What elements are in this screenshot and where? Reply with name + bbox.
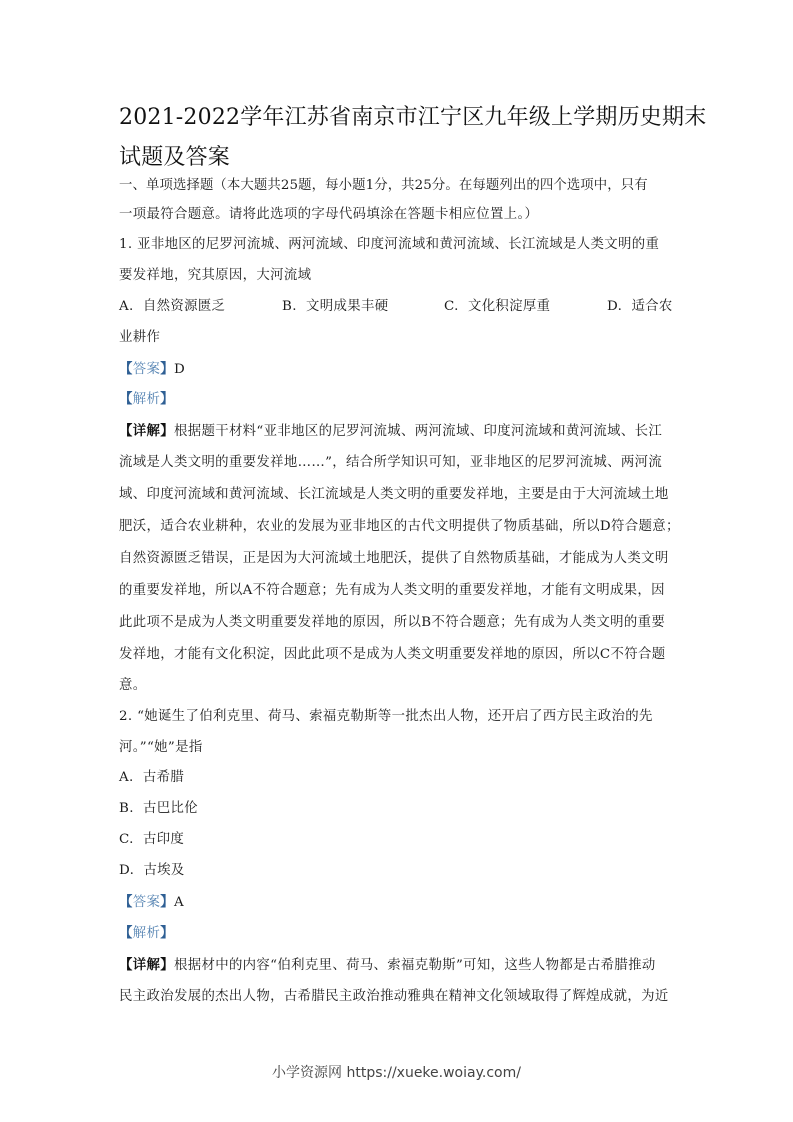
question-1-detail-line-5: 自然资源匮乏错误，正是因为大河流域土地肥沃，提供了自然物质基础，才能成为人类文明 (119, 551, 669, 566)
footer-watermark: 小学资源网 https://xueke.woiay.com/ (272, 1065, 521, 1081)
answer-value: A (173, 895, 185, 910)
question-1-detail-line-1: 【详解】根据题干材料“亚非地区的尼罗河流城、两河流域、印度河流域和黄河流域、长江 (119, 423, 663, 439)
answer-tag: 【答案】 (119, 361, 174, 377)
detail-tag: 【详解】 (119, 957, 174, 973)
question-1-option-a: A. 自然资源匮乏 (119, 299, 226, 314)
question-1-option-c: C. 文化积淀厚重 (444, 299, 551, 314)
question-2-answer (119, 892, 675, 913)
question-1-detail-line-6: 的重要发祥地，所以A不符合题意；先有成为人类文明的重要发祥地，才能有文明成果，因 (119, 583, 665, 598)
question-1-detail-line-2: 流域是人类文明的重要发祥地……”，结合所学知识可知，亚非地区的尼罗河流城、两河流 (119, 455, 663, 470)
question-1-option-d-wrap: 业耕作 (119, 330, 161, 345)
question-1-answer (119, 359, 675, 380)
question-2-option-c: C. 古印度 (119, 832, 185, 847)
analysis-tag: 【解析】 (119, 925, 174, 941)
section-instructions-line-2: 一项最符合题意。请将此选项的字母代码填涂在答题卡相应位置上。） (119, 207, 539, 222)
section-instructions-line-1: 一、单项选择题（本大题共25题，每小题1分，共25分。在每题列出的四个选项中，只有 (119, 178, 648, 193)
question-1-stem-line-2: 要发祥地，究其原因，大河流域 (119, 268, 312, 283)
answer-tag: 【答案】 (119, 894, 174, 910)
question-1-stem-line-1: 1. 亚非地区的尼罗河流城、两河流域、印度河流域和黄河流域、长江流域是人类文明的重 (119, 237, 660, 252)
question-2-stem-line-1: 2. “她诞生了伯利克里、荷马、索福克勒斯等一批杰出人物，还开启了西方民主政治的先 (119, 709, 653, 724)
question-2-option-d: D. 古埃及 (119, 863, 185, 878)
question-1-detail-line-9: 意。 (119, 678, 147, 693)
question-2-option-a: A. 古希腊 (119, 770, 185, 785)
answer-value: D (173, 362, 186, 377)
question-2-detail-line-1: 【详解】根据材中的内容“伯利克里、荷马、索福克勒斯”可知，这些人物都是古希腊推动 (119, 957, 656, 973)
question-1-detail-line-7: 此此项不是成为人类文明重要发祥地的原因，所以B不符合题意；先有成为人类文明的重要 (119, 615, 666, 630)
question-1-detail-line-4: 肥沃，适合农业耕种，农业的发展为亚非地区的古代文明提供了物质基础，所以D符合题意； (119, 519, 680, 534)
question-1-detail-line-3: 域、印度河流域和黄河流域、长江流域是人类文明的重要发祥地，主要是由于大河流域土地 (119, 487, 669, 502)
question-2-detail-line-2: 民主政治发展的杰出人物，古希腊民主政治推动雅典在精神文化领域取得了辉煌成就，为近 (119, 989, 669, 1004)
question-1-option-b: B. 文明成果丰硬 (282, 299, 389, 314)
analysis-tag: 【解析】 (119, 391, 174, 407)
document-title-line-1: 2021-2022学年江苏省南京市江宁区九年级上学期历史期末 (119, 105, 707, 130)
question-1-option-d: D. 适合农 (607, 299, 673, 314)
question-2-analysis-heading (119, 923, 675, 944)
question-1-detail-line-8: 发祥地，才能有文化积淀，因此此项不是成为人类文明重要发祥地的原因，所以C不符合题 (119, 647, 666, 662)
question-2-option-b: B. 古巴比伦 (119, 801, 198, 816)
detail-tag: 【详解】 (119, 423, 174, 439)
question-1-analysis-heading (119, 389, 675, 410)
question-2-stem-line-2: 河。”“她”是指 (119, 740, 203, 755)
document-title-line-2: 试题及答案 (119, 145, 231, 170)
